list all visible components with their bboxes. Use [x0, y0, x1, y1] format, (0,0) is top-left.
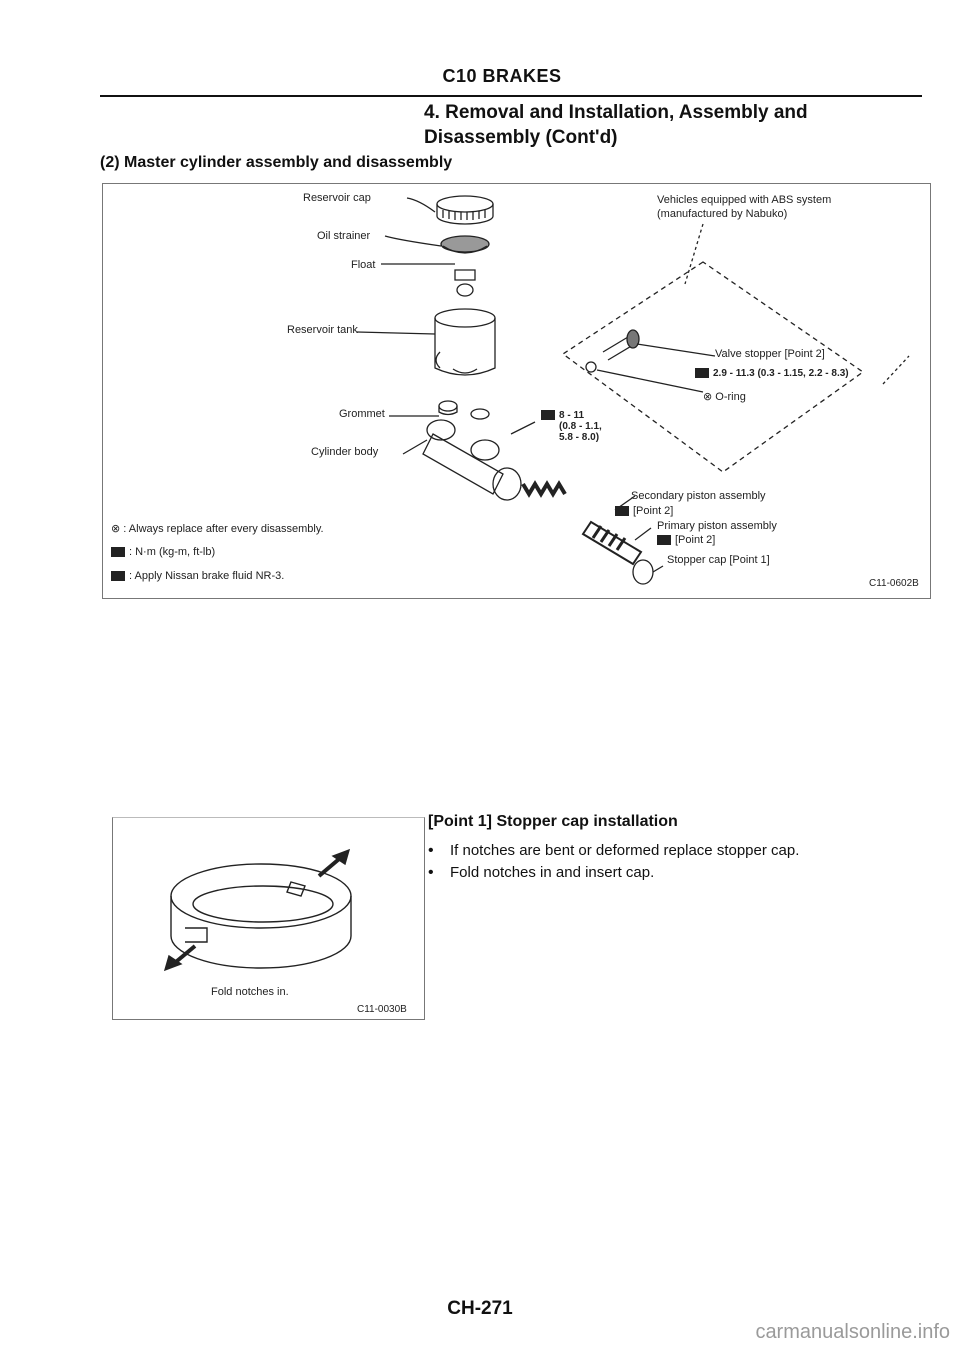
master-cylinder-illustration [103, 184, 930, 598]
point1-title: [Point 1] Stopper cap installation [428, 813, 678, 830]
torque-a-line2: (0.8 - 1.1, [559, 421, 602, 432]
replace-icon: ⊗ [703, 391, 716, 403]
watermark: carmanualsonline.info [755, 1321, 950, 1343]
page-heading-line2: Disassembly (Cont'd) [424, 127, 618, 148]
o-ring-text: O-ring [715, 391, 746, 403]
brake-fluid-icon [615, 506, 629, 516]
brake-fluid-icon [657, 535, 671, 545]
label-reservoir-tank: Reservoir tank [287, 324, 358, 336]
label-valve-torque [695, 368, 849, 379]
master-cylinder-figure [102, 183, 931, 599]
label-float: Float [351, 259, 376, 271]
figure1-code: C11-0602B [869, 578, 919, 589]
label-primary-piston: Primary piston assembly [657, 520, 777, 532]
replace-icon: ⊗ [111, 523, 124, 535]
torque-wrench-icon [111, 547, 125, 557]
secondary-point-text: [Point 2] [633, 505, 674, 517]
list-item: • If notches are bent or deformed replace stopper cap. [428, 840, 799, 862]
label-o-ring [703, 390, 746, 403]
figure2-code: C11-0030B [357, 1004, 407, 1015]
label-secondary-point [615, 505, 673, 517]
legend-replace [111, 522, 324, 535]
label-abs-note-1: Vehicles equipped with ABS system [657, 194, 832, 206]
label-cylinder-body: Cylinder body [311, 446, 379, 458]
label-grommet: Grommet [339, 408, 385, 420]
label-oil-strainer: Oil strainer [317, 230, 371, 242]
point1-bullets [428, 840, 799, 884]
brake-fluid-icon [111, 571, 125, 581]
label-secondary-piston: Secondary piston assembly [631, 490, 766, 502]
label-primary-point [657, 534, 715, 546]
figure2-caption: Fold notches in. [211, 986, 289, 998]
torque-wrench-icon [695, 368, 709, 378]
section-title: C10 BRAKES [442, 66, 562, 86]
page-heading-line1: 4. Removal and Installation, Assembly and [424, 102, 808, 123]
label-valve-stopper: Valve stopper [Point 2] [715, 348, 825, 360]
label-reservoir-cap: Reservoir cap [303, 192, 371, 204]
legend-replace-text: : Always replace after every disassembly. [123, 523, 324, 535]
primary-point-text: [Point 2] [675, 534, 716, 546]
legend-brake-fluid [111, 570, 284, 582]
label-torque-a [541, 410, 602, 443]
legend-brake-fluid-text: : Apply Nissan brake fluid NR-3. [129, 570, 285, 582]
label-abs-note-2: (manufactured by Nabuko) [657, 208, 788, 220]
torque-a-line3: 5.8 - 8.0) [559, 432, 600, 443]
list-item: • Fold notches in and insert cap. [428, 862, 799, 884]
torque-wrench-icon [541, 410, 555, 420]
valve-torque-value: 2.9 - 11.3 (0.3 - 1.15, 2.2 - 8.3) [713, 368, 849, 379]
legend-torque-text: : N·m (kg-m, ft-lb) [129, 546, 216, 558]
page-heading [424, 100, 924, 150]
page-number: CH-271 [447, 1298, 513, 1319]
header-divider [100, 95, 922, 97]
stopper-cap-figure [112, 817, 425, 1020]
torque-a-line1: 8 - 11 [559, 410, 585, 421]
legend-torque [111, 546, 215, 558]
label-stopper-cap: Stopper cap [Point 1] [667, 554, 770, 566]
sub-heading: (2) Master cylinder assembly and disassembly [100, 154, 453, 171]
